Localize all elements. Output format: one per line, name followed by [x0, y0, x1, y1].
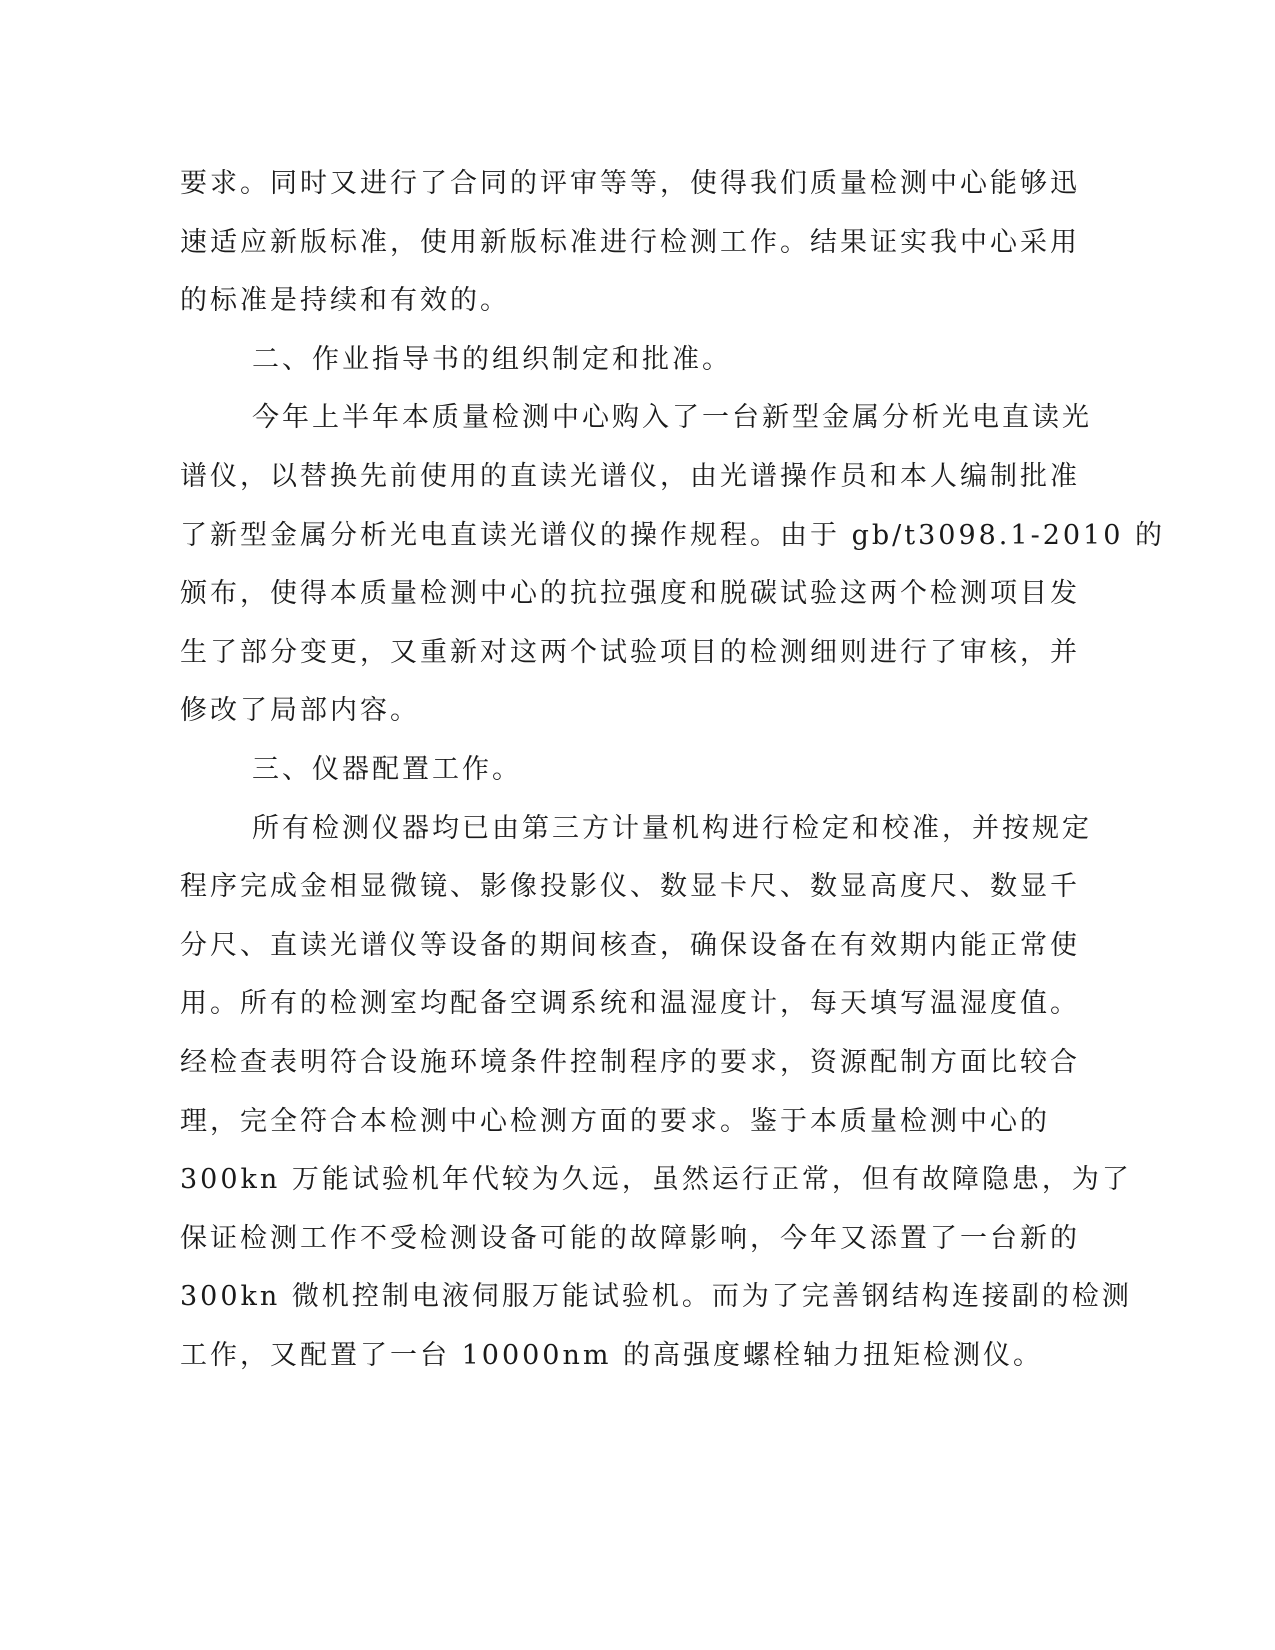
- section-heading-3: 三、仪器配置工作。: [252, 753, 522, 785]
- text-line: 300kn 微机控制电液伺服万能试验机。而为了完善钢结构连接副的检测: [180, 1281, 1132, 1313]
- text-line: 的标准是持续和有效的。: [180, 285, 510, 317]
- text-line: 颁布，使得本质量检测中心的抗拉强度和脱碳试验这两个检测项目发: [180, 578, 1080, 610]
- text-line: 了新型金属分析光电直读光谱仪的操作规程。由于 gb/t3098.1-2010 的: [180, 519, 1165, 551]
- text-line: 今年上半年本质量检测中心购入了一台新型金属分析光电直读光: [252, 402, 1092, 434]
- body-text: [180, 155, 1165, 1385]
- section-heading-2: 二、作业指导书的组织制定和批准。: [252, 343, 732, 375]
- text-line: 生了部分变更，又重新对这两个试验项目的检测细则进行了审核，并: [180, 636, 1080, 668]
- text-line: 理，完全符合本检测中心检测方面的要求。鉴于本质量检测中心的: [180, 1105, 1050, 1137]
- text-line: 所有检测仪器均已由第三方计量机构进行检定和校准，并按规定: [252, 812, 1092, 844]
- text-line: 修改了局部内容。: [180, 695, 420, 727]
- text-line: 要求。同时又进行了合同的评审等等，使得我们质量检测中心能够迅: [180, 168, 1080, 199]
- text-line: 保证检测工作不受检测设备可能的故障影响，今年又添置了一台新的: [180, 1222, 1080, 1254]
- text-line: 用。所有的检测室均配备空调系统和温湿度计，每天填写温湿度值。: [180, 988, 1080, 1020]
- text-line: 速适应新版标准，使用新版标准进行检测工作。结果证实我中心采用: [180, 226, 1080, 258]
- text-line: 300kn 万能试验机年代较为久远，虽然运行正常，但有故障隐患，为了: [180, 1164, 1132, 1196]
- text-line: 经检查表明符合设施环境条件控制程序的要求，资源配制方面比较合: [180, 1046, 1080, 1078]
- text-line: 谱仪，以替换先前使用的直读光谱仪，由光谱操作员和本人编制批准: [180, 460, 1080, 492]
- text-line: 程序完成金相显微镜、影像投影仪、数显卡尺、数显高度尺、数显千: [180, 871, 1080, 903]
- text-line: 工作，又配置了一台 10000nm 的高强度螺栓轴力扭矩检测仪。: [180, 1339, 1044, 1371]
- text-line: 分尺、直读光谱仪等设备的期间核查，确保设备在有效期内能正常使: [180, 929, 1080, 961]
